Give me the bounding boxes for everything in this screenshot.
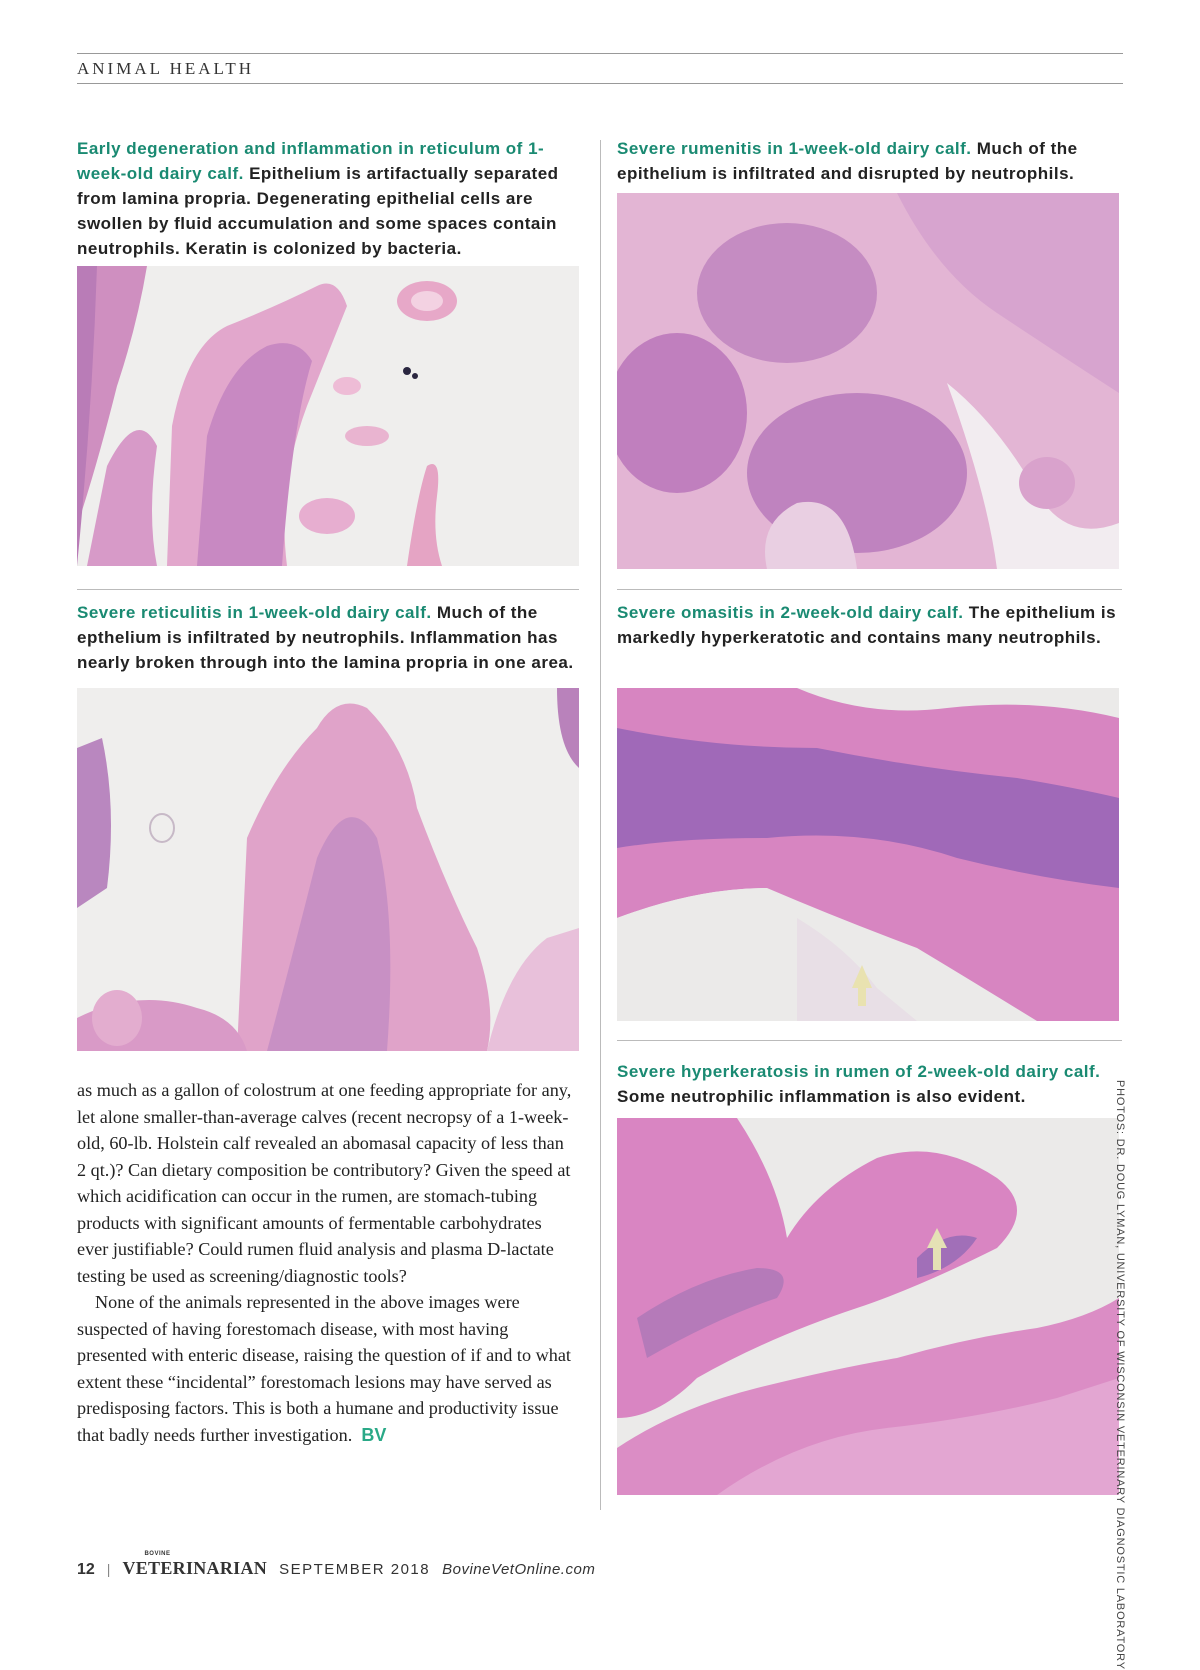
figure-caption-5-text: Some neutrophilic inflammation is also evident. xyxy=(617,1087,1026,1106)
end-mark: BV xyxy=(361,1424,387,1445)
separator-right-2 xyxy=(617,1040,1122,1041)
header-rule-top xyxy=(77,53,1123,54)
footer-separator: | xyxy=(106,1561,111,1577)
publication-logo-small: BOVINE xyxy=(144,1551,171,1557)
histology-photo-4 xyxy=(617,688,1119,1021)
article-body xyxy=(77,1077,577,1448)
histology-photo-5 xyxy=(617,1118,1119,1495)
column-divider xyxy=(600,140,601,1510)
figure-caption-5-lead: Severe hyperkeratosis in rumen of 2-week-old dairy calf. xyxy=(617,1062,1101,1081)
figure-caption-4-lead: Severe omasitis in 2-week-old dairy calf. xyxy=(617,603,964,622)
publication-logo-text: VETERINARIAN xyxy=(122,1558,268,1578)
figure-caption-3-text: Much of the epthelium is infiltrated by neutrophils. Inflammation has nearly broken through into the lamina propria in one area. xyxy=(77,603,574,672)
figure-caption-3 xyxy=(77,600,587,675)
body-paragraph-1: as much as a gallon of colostrum at one feeding appropriate for any, let alone smaller-than-average calves (recent necropsy of a 1-week-old, 60-lb. Holstein calf revealed an abomasal capacity of less than 2 qt.)? Can dietary composition be contributory? Given the speed at which acidification can occur in the rumen, are stomach-tubing products with significant amounts of fermentable carbohydrates ever justifiable? Could rumen fluid analysis and plasma D-lactate testing be used as screening/diagnostic tools? xyxy=(77,1080,572,1286)
histology-photo-3 xyxy=(77,688,579,1051)
page-footer xyxy=(77,1551,596,1582)
publication-logo xyxy=(122,1551,268,1579)
figure-caption-4-text: The epithelium is markedly hyperkeratotic and contains many neutrophils. xyxy=(617,603,1117,647)
body-paragraph-2 xyxy=(77,1289,577,1448)
figure-caption-3-lead: Severe reticulitis in 1-week-old dairy calf. xyxy=(77,603,432,622)
figure-caption-2-text: Much of the epithelium is infiltrated and disrupted by neutrophils. xyxy=(617,139,1078,183)
page-number: 12 xyxy=(77,1561,95,1578)
separator-right-1 xyxy=(617,589,1122,590)
figure-caption-5 xyxy=(617,1059,1122,1109)
header-rule-bottom xyxy=(77,83,1123,84)
issue-date: SEPTEMBER 2018 xyxy=(279,1561,431,1578)
figure-caption-1-lead: Early degeneration and inflammation in reticulum of 1-week-old dairy calf. xyxy=(77,139,545,183)
section-label: ANIMAL HEALTH xyxy=(77,59,255,78)
histology-photo-2 xyxy=(617,193,1119,569)
histology-photo-1 xyxy=(77,266,579,566)
photo-credit: PHOTOS: DR. DOUG LYMAN, UNIVERSITY OF WISCONSIN VETERINARY DIAGNOSTIC LABORATORY xyxy=(1114,1080,1126,1670)
figure-caption-2-lead: Severe rumenitis in 1-week-old dairy calf. xyxy=(617,139,972,158)
figure-caption-1 xyxy=(77,136,577,261)
website-link[interactable]: BovineVetOnline.com xyxy=(442,1561,596,1578)
separator-left-1 xyxy=(77,589,579,590)
figure-caption-1-text: Epithelium is artifactually separated from lamina propria. Degenerating epithelial cells are swollen by fluid accumulation and some spaces contain neutrophils. Keratin is colonized by bacteria. xyxy=(77,164,559,258)
body-paragraph-2-text: None of the animals represented in the above images were suspected of having forestomach disease, with most having presented with enteric disease, raising the question of if and to what extent these “incidental” forestomach lesions may have served as predisposing factors. This is both a humane and productivity issue that badly needs further investigation. xyxy=(77,1292,571,1445)
figure-caption-4 xyxy=(617,600,1122,650)
figure-caption-2 xyxy=(617,136,1122,186)
